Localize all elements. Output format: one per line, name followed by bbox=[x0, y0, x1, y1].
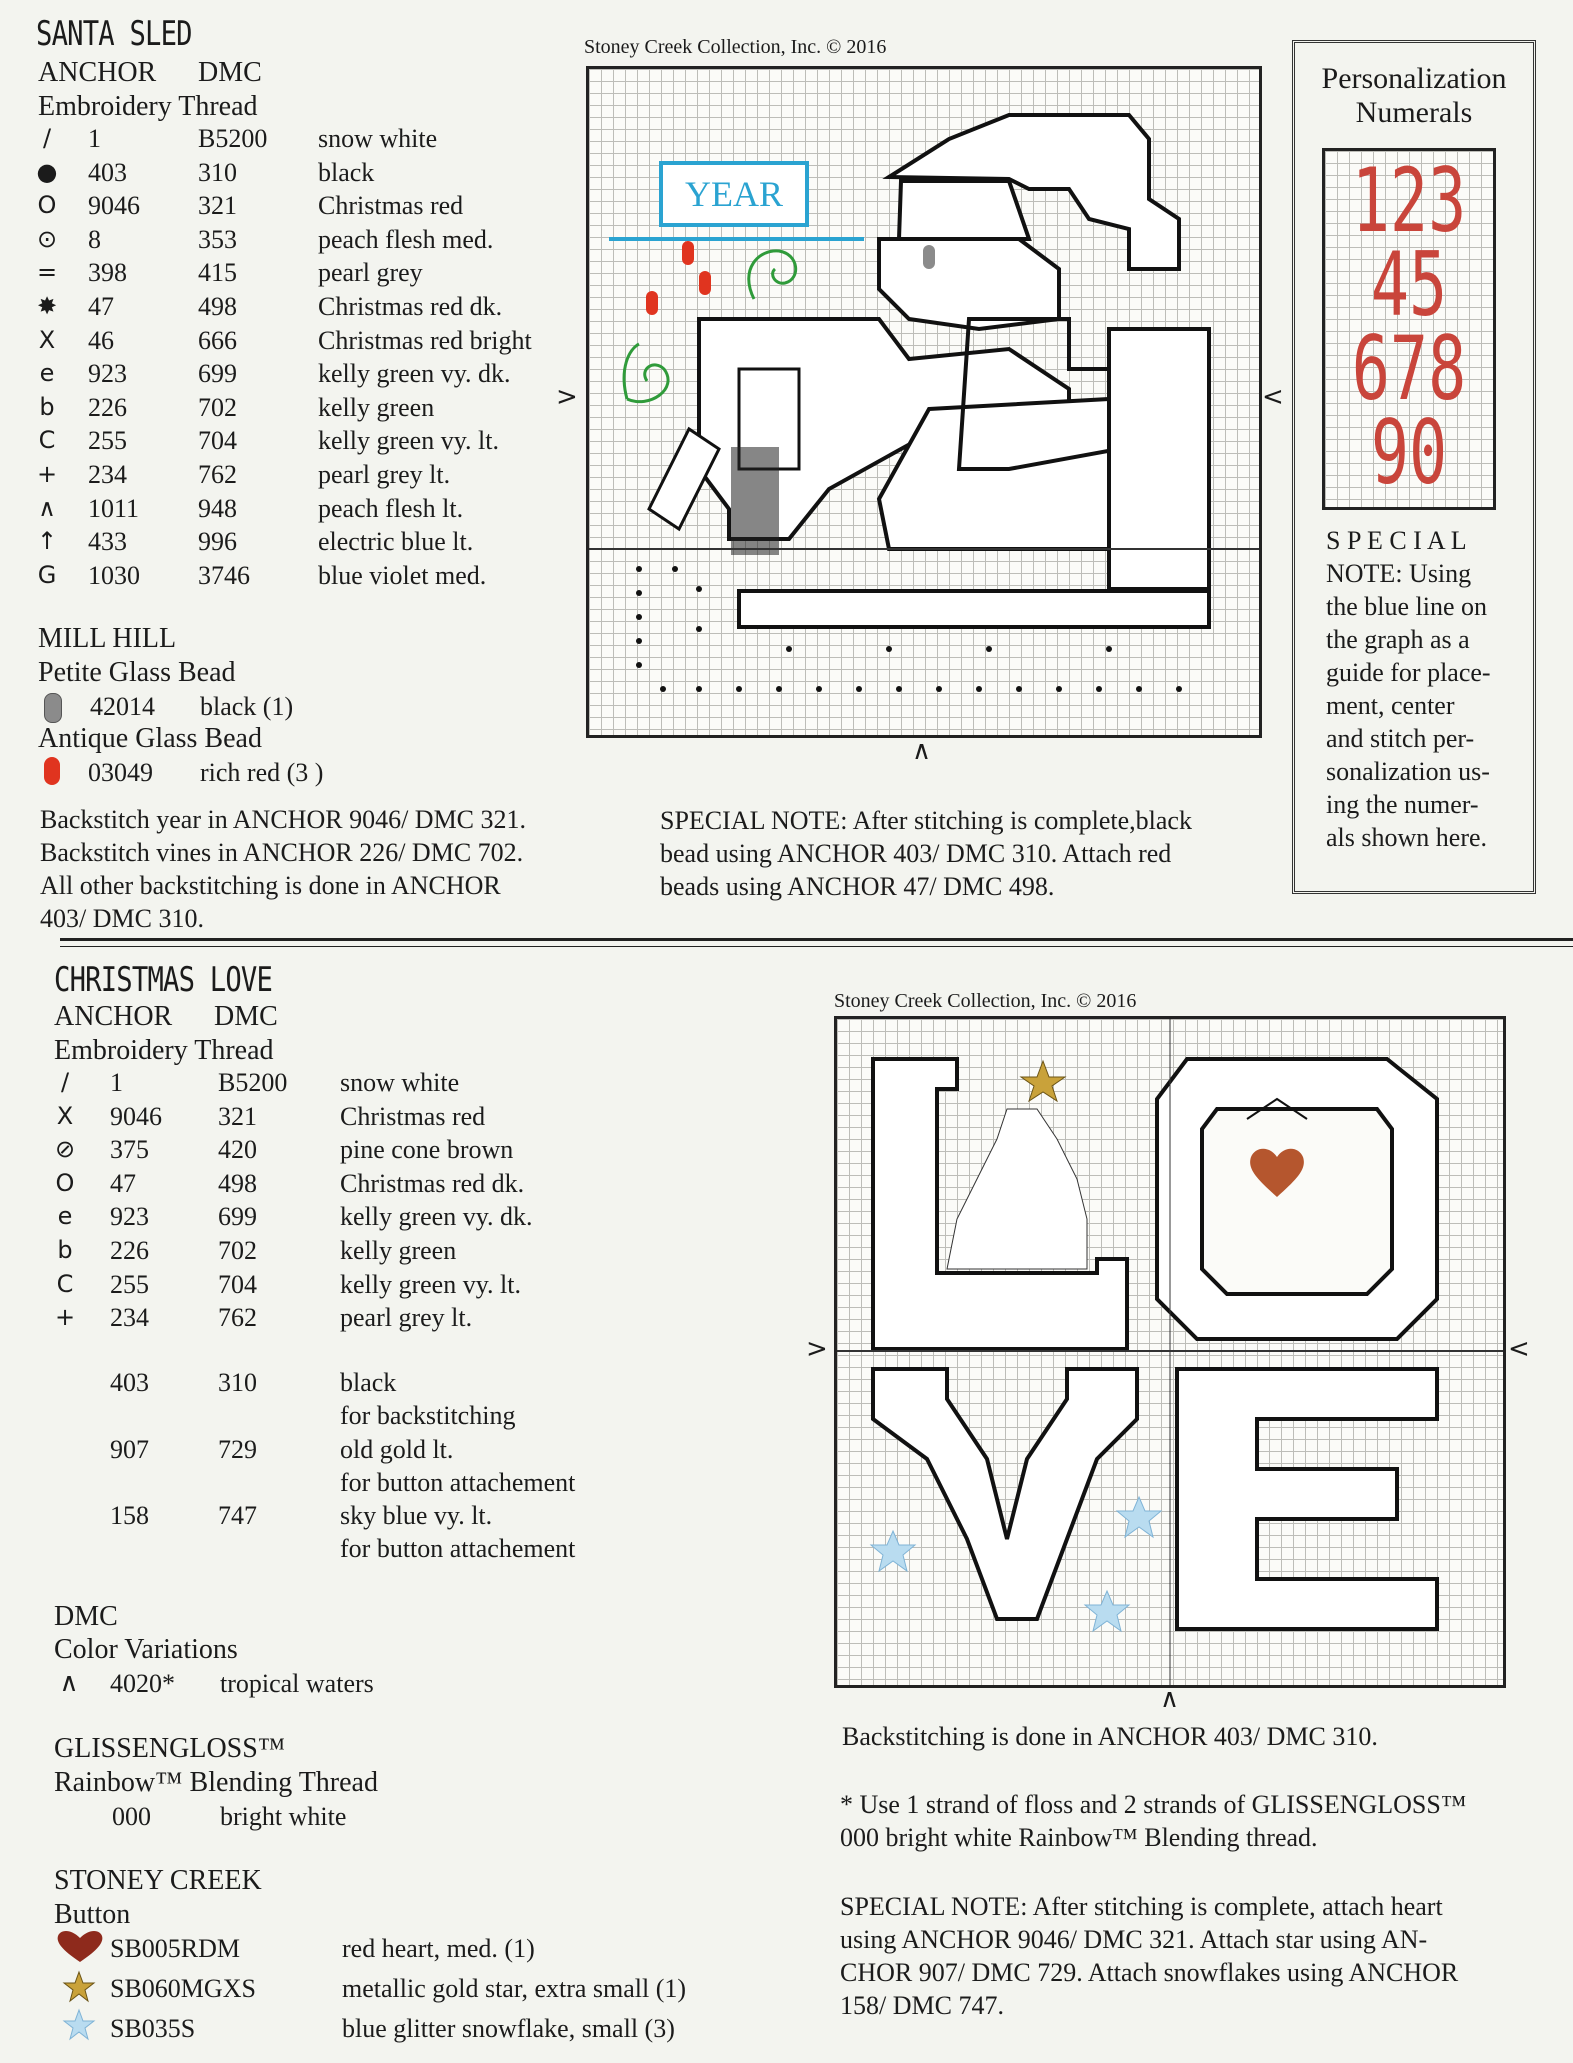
note-line: guide for place- bbox=[1326, 658, 1491, 687]
dmc-number: 3746 bbox=[198, 560, 250, 590]
petite-bead-label: Petite Glass Bead bbox=[38, 657, 236, 688]
button-row bbox=[110, 1972, 710, 2005]
thread-symbol: ∧ bbox=[38, 493, 56, 522]
glissengloss-label: GLISSENGLOSS™ bbox=[54, 1733, 286, 1764]
cv-code: 4020* bbox=[110, 1669, 175, 1698]
button-row bbox=[110, 1932, 710, 1965]
thread-row bbox=[32, 290, 632, 323]
thread-color-name: kelly green vy. lt. bbox=[318, 426, 499, 456]
anchor-number: 234 bbox=[110, 1303, 149, 1333]
floss-note-line: 000 bright white Rainbow™ Blending thread. bbox=[840, 1823, 1318, 1852]
thread-row bbox=[50, 1301, 650, 1334]
anchor-number: 158 bbox=[110, 1501, 149, 1530]
personalization-title-line: Personalization bbox=[1321, 62, 1507, 95]
love-extra-threads bbox=[50, 1366, 650, 1566]
thread-symbol: C bbox=[38, 426, 56, 455]
petite-bead-code: 42014 bbox=[90, 692, 155, 721]
thread-row bbox=[50, 1499, 650, 1532]
thread-symbol: ⊘ bbox=[54, 1135, 76, 1164]
santa-title: SANTA SLED bbox=[36, 14, 192, 54]
dmc-number: 762 bbox=[218, 1303, 257, 1333]
dmc-number: 702 bbox=[218, 1236, 257, 1265]
anchor-number: 403 bbox=[110, 1368, 149, 1397]
note-line: als shown here. bbox=[1326, 823, 1488, 852]
rainbow-label: Rainbow™ Blending Thread bbox=[54, 1767, 378, 1798]
blue-snowflake-icon bbox=[62, 2008, 96, 2042]
note-line: ing the numer- bbox=[1326, 790, 1479, 819]
anchor-number: 234 bbox=[88, 460, 127, 489]
dmc-number: 747 bbox=[218, 1501, 257, 1530]
dmc-number: 666 bbox=[198, 325, 237, 355]
thread-symbol: + bbox=[54, 1303, 76, 1332]
anchor-number: 923 bbox=[110, 1202, 149, 1232]
blue-snowflake bbox=[871, 1531, 915, 1571]
anchor-number: 226 bbox=[110, 1236, 149, 1265]
santa-center-marker-right: < bbox=[1262, 382, 1284, 412]
thread-row bbox=[50, 1100, 650, 1133]
note-line: the blue line on bbox=[1326, 592, 1488, 621]
thread-row bbox=[32, 122, 632, 155]
thread-symbol: X bbox=[38, 325, 56, 354]
dmc-number: 310 bbox=[198, 157, 237, 187]
backstitch-line: All other backstitching is done in ANCHOR bbox=[40, 871, 501, 900]
anchor-number: 1 bbox=[88, 124, 101, 153]
thread-note-row bbox=[50, 1466, 650, 1499]
note-line: and stitch per- bbox=[1326, 724, 1475, 753]
note-line: sonalization us- bbox=[1326, 757, 1490, 786]
thread-row bbox=[50, 1433, 650, 1466]
sled-runner bbox=[739, 591, 1209, 627]
dmc-number: 310 bbox=[218, 1368, 257, 1397]
thread-color-name: Christmas red bright bbox=[318, 325, 532, 355]
thread-color-name: pine cone brown bbox=[340, 1135, 514, 1165]
numerals-line: 678 bbox=[1351, 317, 1467, 420]
note-line: the graph as a bbox=[1326, 625, 1470, 654]
dmc-number: B5200 bbox=[218, 1068, 288, 1097]
love-pattern bbox=[837, 1019, 1503, 1685]
dmc-number: 729 bbox=[218, 1434, 257, 1464]
love-thread-label: Embroidery Thread bbox=[54, 1035, 274, 1066]
thread-color-name: sky blue vy. lt. bbox=[340, 1501, 493, 1530]
cv-symbol: ∧ bbox=[59, 1668, 79, 1698]
green-vine bbox=[749, 251, 796, 299]
note-line: NOTE: Using bbox=[1326, 559, 1472, 588]
thread-symbol: / bbox=[42, 124, 52, 152]
anchor-number: 398 bbox=[88, 258, 127, 288]
santa-center-marker-left: > bbox=[556, 382, 578, 412]
gold-star bbox=[1021, 1061, 1065, 1101]
dmc-number: 702 bbox=[198, 392, 237, 422]
anchor-number: 255 bbox=[110, 1269, 149, 1299]
anchor-number: 1 bbox=[110, 1068, 123, 1097]
love-col-dmc: DMC bbox=[214, 1001, 278, 1032]
red-bead-icon bbox=[44, 757, 60, 785]
thread-row bbox=[32, 324, 632, 357]
thread-row bbox=[50, 1200, 650, 1233]
christmas-tree bbox=[947, 1109, 1087, 1269]
thread-symbol: e bbox=[39, 359, 55, 388]
antique-bead-code: 03049 bbox=[88, 758, 153, 787]
thread-symbol: ↑ bbox=[36, 527, 58, 556]
santa-copyright: Stoney Creek Collection, Inc. © 2016 bbox=[584, 36, 887, 58]
button-row bbox=[110, 2012, 710, 2045]
numerals-line: 90 bbox=[1370, 401, 1448, 504]
dmc-number: 699 bbox=[198, 359, 237, 389]
love-backstitch-note: Backstitching is done in ANCHOR 403/ DMC 310. bbox=[842, 1722, 1378, 1751]
blue-snowflake bbox=[1117, 1497, 1161, 1537]
thread-symbol: ⊙ bbox=[36, 224, 58, 253]
thread-symbol: O bbox=[55, 1168, 75, 1197]
anchor-number: 923 bbox=[88, 359, 127, 389]
thread-row bbox=[32, 256, 632, 289]
color-variations-label: Color Variations bbox=[54, 1634, 238, 1665]
thread-usage-note: for backstitching bbox=[340, 1401, 516, 1430]
christmas-love-chart bbox=[834, 1016, 1506, 1688]
love-center-marker-bottom: ∧ bbox=[1160, 1684, 1180, 1714]
thread-symbol: = bbox=[36, 258, 58, 287]
personalization-title-line: Numerals bbox=[1355, 96, 1473, 129]
section-divider bbox=[60, 946, 1573, 947]
numerals-chart bbox=[1322, 148, 1496, 510]
thread-row bbox=[32, 391, 632, 424]
backstitch-line: Backstitch year in ANCHOR 9046/ DMC 321. bbox=[40, 805, 527, 834]
thread-color-name: Christmas red bbox=[318, 191, 464, 221]
dmc-number: B5200 bbox=[198, 124, 268, 153]
thread-note-row bbox=[50, 1532, 650, 1565]
thread-usage-note: for button attachement bbox=[340, 1534, 576, 1563]
special-note-line: using ANCHOR 9046/ DMC 321. Attach star using AN- bbox=[840, 1925, 1428, 1954]
anchor-number: 1030 bbox=[88, 560, 140, 590]
thread-note-row bbox=[50, 1399, 650, 1432]
thread-symbol: O bbox=[37, 191, 57, 220]
love-thread-list bbox=[50, 1066, 650, 1336]
santa-thread-list bbox=[32, 122, 592, 592]
thread-color-name: peach flesh med. bbox=[318, 224, 494, 254]
thread-row bbox=[32, 357, 632, 390]
thread-symbol: b bbox=[57, 1236, 73, 1264]
anchor-number: 403 bbox=[88, 157, 127, 187]
thread-color-name: kelly green bbox=[318, 392, 435, 422]
letter-e bbox=[1177, 1369, 1437, 1629]
thread-row bbox=[32, 189, 632, 222]
love-special-note bbox=[840, 1890, 1560, 2022]
thread-symbol: ✸ bbox=[36, 292, 58, 320]
personalization-title bbox=[1296, 62, 1532, 130]
special-note-line: CHOR 907/ DMC 729. Attach snowflakes using ANCHOR bbox=[840, 1958, 1459, 1987]
thread-symbol: b bbox=[39, 392, 55, 421]
button-name: blue glitter snowflake, small (3) bbox=[342, 2014, 675, 2043]
santa-special-note bbox=[660, 804, 1260, 903]
thread-row bbox=[32, 156, 632, 189]
love-center-marker-right: < bbox=[1508, 1334, 1530, 1364]
button-label: Button bbox=[54, 1899, 131, 1930]
cv-name: tropical waters bbox=[220, 1669, 374, 1698]
dmc-number: 415 bbox=[198, 258, 237, 288]
thread-row bbox=[32, 458, 632, 491]
thread-color-name: snow white bbox=[318, 124, 438, 153]
love-center-marker-left: > bbox=[806, 1334, 828, 1364]
green-vine bbox=[624, 344, 668, 402]
dmc-number: 498 bbox=[198, 292, 237, 321]
thread-usage-note: for button attachement bbox=[340, 1467, 576, 1497]
santa-sled-chart bbox=[586, 66, 1262, 738]
note-line: S P E C I A L bbox=[1326, 526, 1467, 555]
note-line: ment, center bbox=[1326, 691, 1455, 720]
thread-symbol: / bbox=[60, 1068, 70, 1096]
dmc-number: 321 bbox=[198, 191, 237, 221]
santa-center-marker-bottom: ∧ bbox=[912, 736, 932, 766]
special-note-line: beads using ANCHOR 47/ DMC 498. bbox=[660, 872, 1055, 901]
thread-row bbox=[50, 1366, 650, 1399]
button-name: metallic gold star, extra small (1) bbox=[342, 1974, 687, 2003]
letter-v bbox=[873, 1369, 1137, 1619]
thread-symbol: + bbox=[36, 460, 58, 488]
santa-thread-label: Embroidery Thread bbox=[38, 91, 258, 122]
special-note-line: bead using ANCHOR 403/ DMC 310. Attach red bbox=[660, 839, 1172, 868]
santa-backstitch-note bbox=[40, 803, 620, 935]
thread-color-name: pearl grey lt. bbox=[340, 1303, 473, 1333]
anchor-number: 47 bbox=[110, 1168, 136, 1198]
dmc-number: 353 bbox=[198, 224, 237, 254]
dmc-number: 699 bbox=[218, 1202, 257, 1232]
thread-symbol: C bbox=[56, 1269, 74, 1298]
anchor-number: 47 bbox=[88, 292, 114, 321]
love-title: CHRISTMAS LOVE bbox=[54, 960, 273, 1000]
thread-color-name: Christmas red dk. bbox=[318, 292, 503, 321]
dmc-number: 704 bbox=[218, 1269, 257, 1299]
santa-col-dmc: DMC bbox=[198, 57, 262, 88]
thread-row bbox=[32, 492, 632, 525]
anchor-number: 226 bbox=[88, 392, 127, 422]
dmc-number: 321 bbox=[218, 1101, 257, 1131]
thread-row bbox=[50, 1133, 650, 1166]
red-bead bbox=[682, 241, 694, 265]
dmc-label: DMC bbox=[54, 1601, 118, 1632]
special-note-line: 158/ DMC 747. bbox=[840, 1991, 1004, 2020]
santa-col-anchor: ANCHOR bbox=[38, 57, 157, 88]
love-col-anchor: ANCHOR bbox=[54, 1001, 173, 1032]
anchor-number: 907 bbox=[110, 1434, 149, 1464]
black-bead bbox=[923, 245, 935, 269]
antique-bead-name: rich red (3 ) bbox=[200, 758, 324, 787]
dmc-number: 996 bbox=[198, 527, 237, 557]
anchor-number: 433 bbox=[88, 527, 127, 557]
button-list bbox=[110, 1932, 750, 2052]
button-code: SB035S bbox=[110, 2014, 196, 2043]
year-label: YEAR bbox=[685, 174, 783, 214]
thread-row bbox=[32, 223, 632, 256]
thread-symbol: e bbox=[57, 1202, 73, 1231]
personalization-note bbox=[1326, 524, 1516, 854]
letter-o-inner bbox=[1202, 1109, 1392, 1294]
button-code: SB060MGXS bbox=[110, 1974, 256, 2003]
thread-symbol: G bbox=[37, 560, 57, 589]
thread-row bbox=[32, 424, 632, 457]
thread-color-name: kelly green vy. dk. bbox=[340, 1202, 533, 1232]
black-stitch-block bbox=[731, 447, 779, 555]
floss-note bbox=[840, 1788, 1560, 1854]
floss-note-line: * Use 1 strand of floss and 2 strands of GLISSENGLOSS™ bbox=[840, 1790, 1467, 1819]
thread-row bbox=[50, 1268, 650, 1301]
button-code: SB005RDM bbox=[110, 1934, 241, 1963]
backstitch-line: 403/ DMC 310. bbox=[40, 904, 204, 933]
petite-bead-name: black (1) bbox=[200, 692, 294, 721]
anchor-number: 8 bbox=[88, 224, 101, 254]
thread-color-name: snow white bbox=[340, 1068, 460, 1097]
thread-color-name: black bbox=[340, 1368, 397, 1397]
dmc-number: 948 bbox=[198, 493, 237, 523]
thread-color-name: old gold lt. bbox=[340, 1434, 454, 1464]
thread-color-name: kelly green vy. lt. bbox=[340, 1269, 521, 1299]
thread-row bbox=[32, 525, 632, 558]
blue-snowflake bbox=[1085, 1591, 1129, 1631]
numerals-pattern bbox=[1349, 149, 1470, 504]
dmc-number: 498 bbox=[218, 1168, 257, 1198]
anchor-number: 375 bbox=[110, 1135, 149, 1165]
red-heart-icon bbox=[54, 1928, 106, 1964]
thread-color-name: kelly green bbox=[340, 1236, 457, 1265]
santa-hat-brim bbox=[899, 181, 1029, 239]
numerals-line: 123 bbox=[1351, 149, 1467, 252]
mill-hill-label: MILL HILL bbox=[38, 623, 177, 654]
thread-color-name: Christmas red dk. bbox=[340, 1168, 525, 1198]
thread-color-name: pearl grey bbox=[318, 258, 423, 288]
button-name: red heart, med. (1) bbox=[342, 1934, 535, 1963]
thread-color-name: electric blue lt. bbox=[318, 527, 474, 557]
stoney-creek-label: STONEY CREEK bbox=[54, 1865, 262, 1896]
thread-color-name: pearl grey lt. bbox=[318, 460, 451, 489]
rainbow-code: 000 bbox=[112, 1802, 151, 1831]
anchor-number: 1011 bbox=[88, 493, 140, 523]
backstitch-line: Backstitch vines in ANCHOR 226/ DMC 702. bbox=[40, 838, 524, 867]
love-copyright: Stoney Creek Collection, Inc. © 2016 bbox=[834, 990, 1137, 1012]
antique-bead-label: Antique Glass Bead bbox=[38, 723, 262, 754]
anchor-number: 46 bbox=[88, 325, 114, 355]
special-note-line: SPECIAL NOTE: After stitching is complete, attach heart bbox=[840, 1892, 1443, 1921]
thread-row bbox=[32, 559, 632, 592]
thread-color-name: blue violet med. bbox=[318, 560, 487, 590]
dmc-number: 762 bbox=[198, 460, 237, 489]
anchor-number: 9046 bbox=[88, 191, 140, 221]
special-note-line: SPECIAL NOTE: After stitching is complete,black bbox=[660, 806, 1192, 835]
section-divider bbox=[60, 938, 1573, 941]
thread-color-name: peach flesh lt. bbox=[318, 493, 464, 523]
thread-color-name: Christmas red bbox=[340, 1101, 486, 1131]
anchor-number: 255 bbox=[88, 426, 127, 456]
gold-star-icon bbox=[62, 1970, 96, 2004]
thread-row bbox=[50, 1234, 650, 1267]
rainbow-name: bright white bbox=[220, 1802, 347, 1831]
thread-row bbox=[50, 1167, 650, 1200]
red-bead bbox=[646, 291, 658, 315]
dmc-number: 420 bbox=[218, 1135, 257, 1165]
thread-color-name: black bbox=[318, 157, 375, 187]
red-bead bbox=[699, 271, 711, 295]
numerals-line: 45 bbox=[1370, 233, 1448, 336]
santa-face bbox=[879, 239, 1059, 329]
dmc-number: 704 bbox=[198, 426, 237, 456]
thread-color-name: kelly green vy. dk. bbox=[318, 359, 511, 389]
black-bead-icon bbox=[44, 693, 62, 723]
anchor-number: 9046 bbox=[110, 1101, 162, 1131]
santa-sled-pattern bbox=[589, 69, 1259, 735]
thread-row bbox=[50, 1066, 650, 1099]
thread-symbol: X bbox=[56, 1101, 74, 1130]
thread-symbol: ● bbox=[36, 157, 58, 186]
